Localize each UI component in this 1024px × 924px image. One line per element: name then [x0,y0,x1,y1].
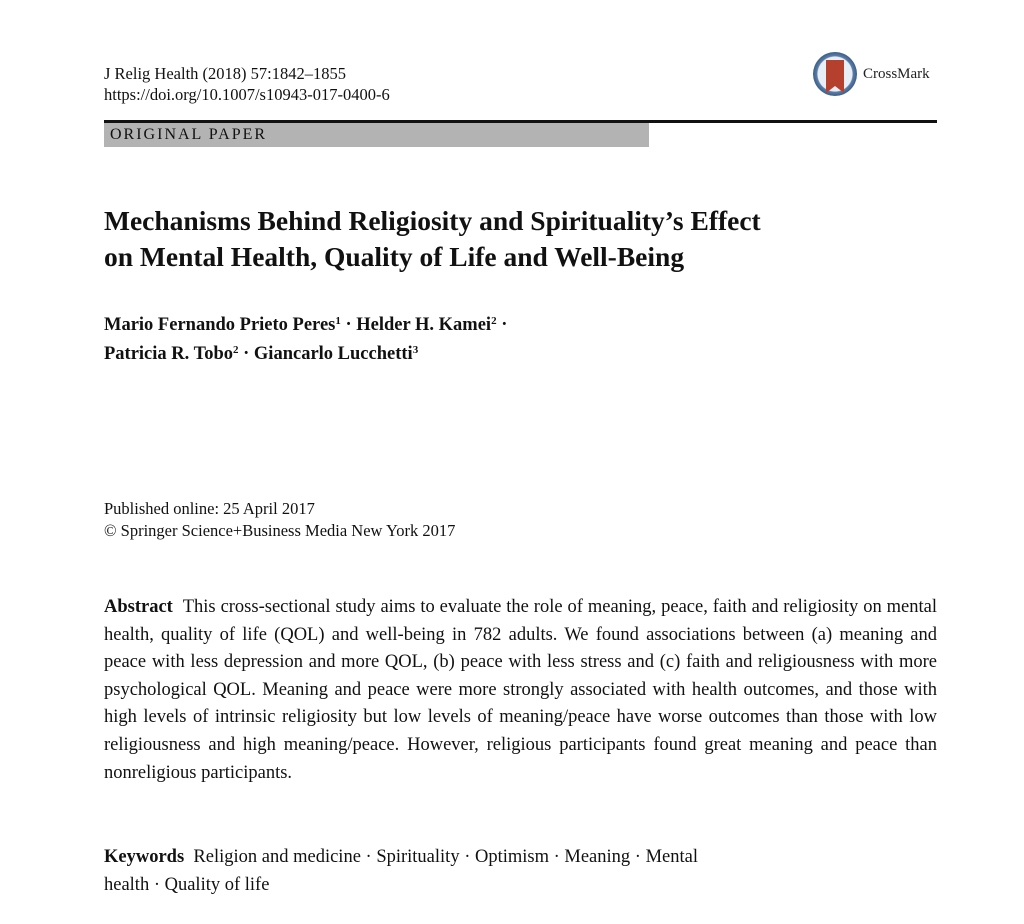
author-name[interactable]: Giancarlo Lucchetti [253,344,413,364]
crossmark-badge[interactable] [813,52,930,96]
title-line-2: on Mental Health, Quality of Life and Well-Being [104,241,685,272]
crossmark-icon [813,52,857,96]
author-name[interactable]: Mario Fernando Prieto Peres [104,315,336,335]
author-name[interactable]: Patricia R. Tobo [104,344,233,364]
copyright-notice: © Springer Science+Business Media New York 2017 [104,521,456,540]
author-affiliation: 2 [491,315,497,327]
author-separator: · [243,344,250,364]
article-type: ORIGINAL PAPER [110,126,268,143]
article-type-banner [104,123,649,147]
abstract [104,594,937,787]
author-separator: · [501,315,508,335]
crossmark-label: CrossMark [863,65,930,82]
author-list [104,311,507,369]
abstract-text: This cross-sectional study aims to evaluate the role of meaning, peace, faith and religiosity on mental health, quality of life (QOL) and well-being in 782 adults. We found associations between (a) meaning and peace with less depression and more QOL, (b) peace with less stress and (c) faith and religiousness with more psychological QOL. Meaning and peace were more strongly associated with health outcomes, and those with high levels of intrinsic religiosity but low levels of meaning/peace have worse outcomes than those with low religiousness and high meaning/peace. However, religious participants found great meaning and peace than nonreligious participants. [104,597,938,783]
journal-info [104,63,390,105]
doi-link[interactable]: https://doi.org/10.1007/s10943-017-0400-6 [104,85,390,104]
published-date: Published online: 25 April 2017 [104,499,315,518]
author-affiliation: 1 [335,315,341,327]
author-separator: · [345,315,352,335]
author-name[interactable]: Helder H. Kamei [356,315,492,335]
keywords-label: Keywords [104,847,185,867]
abstract-label: Abstract [104,597,173,617]
author-affiliation: 2 [233,344,239,356]
keywords-line-1: Religion and medicine · Spirituality · Optimism · Meaning · Mental [193,847,698,867]
keywords [104,844,864,899]
paper-title [104,203,924,275]
publication-info [104,498,455,542]
author-affiliation: 3 [412,344,419,356]
keywords-line-2: health · Quality of life [104,874,270,895]
journal-citation: J Relig Health (2018) 57:1842–1855 [104,64,346,83]
title-line-1: Mechanisms Behind Religiosity and Spirituality’s Effect [104,205,761,236]
